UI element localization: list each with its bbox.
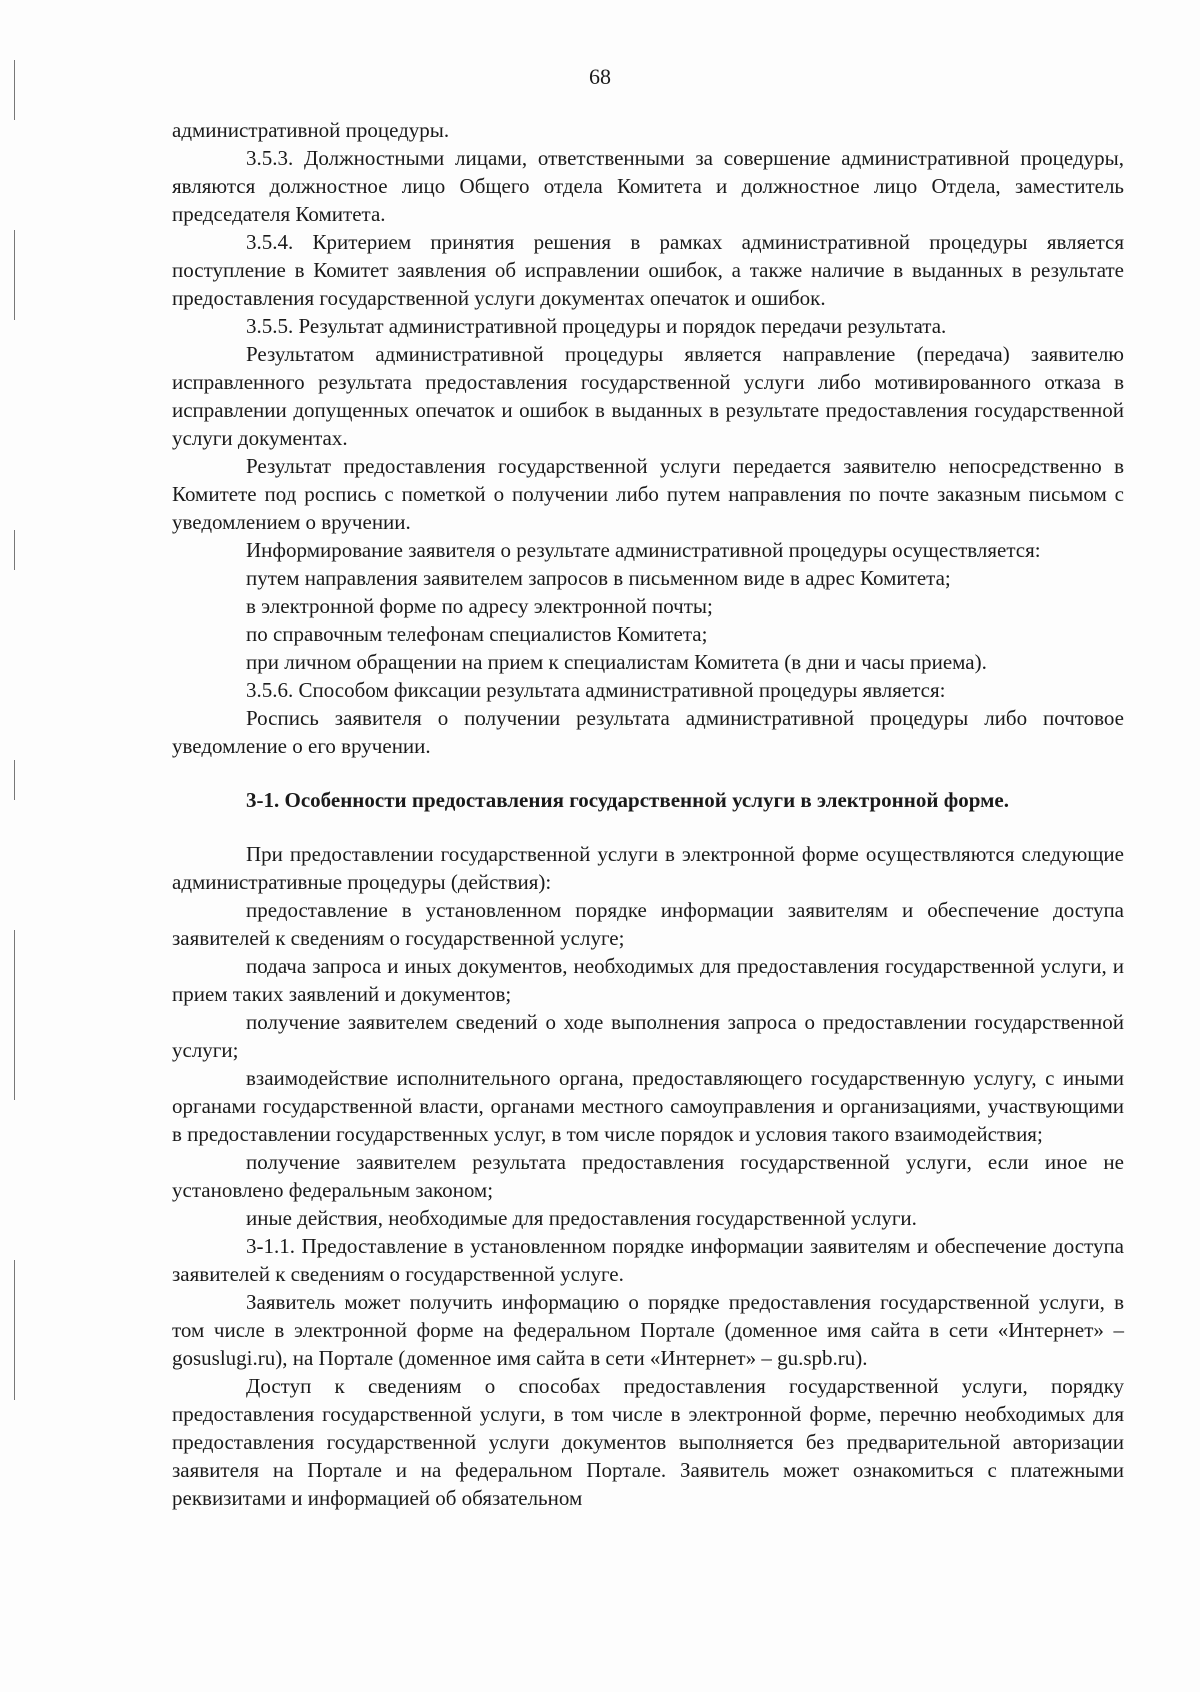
paragraph: Роспись заявителя о получении результата административной процедуры либо почтовое уведомление о его вручении. [172,706,1124,758]
paragraph: получение заявителем результата предоставления государственной услуги, если иное не установлено федеральным законом; [172,1150,1124,1202]
paragraph: административной процедуры. [172,118,450,142]
paragraph: путем направления заявителем запросов в письменном виде в адрес Комитета; [246,566,951,590]
paragraph: 3.5.6. Способом фиксации результата административной процедуры является: [246,678,946,702]
paragraph: Информирование заявителя о результате административной процедуры осуществляется: [246,538,1041,562]
section-heading: 3-1. Особенности предоставления государственной услуги в электронной форме. [246,788,1009,812]
paragraph-group-before [172,116,1124,760]
paragraph: Результат предоставления государственной услуги передается заявителю непосредственно в Комитете под роспись с пометкой о получении либо путем направления по почте заказным письмом с уведомлением о вручении. [172,454,1124,534]
paragraph: Доступ к сведениям о способах предоставления государственной услуги, порядку предоставления государственной услуги, в том числе в электронной форме, перечню необходимых для предоставления государственной услуги документов выполняется без предварительной авторизации заявителя на Портале и на федеральном Портале. Заявитель может ознакомиться с платежными реквизитами и информацией об обязательном [172,1374,1124,1510]
paragraph: Результатом административной процедуры является направление (передача) заявителю исправленного результата предоставления государственной услуги либо мотивированного отказа в исправлении допущенных опечаток и ошибок в выданных в результате предоставления государственной услуги документах. [172,342,1124,450]
scan-artifact-line [14,930,15,1100]
paragraph: 3.5.3. Должностными лицами, ответственными за совершение административной процедуры, являются должностное лицо Общего отдела Комитета и должностное лицо Отдела, заместитель председателя Комитета. [172,146,1124,226]
paragraph: взаимодействие исполнительного органа, предоставляющего государственную услугу, с иными органами государственной власти, органами местного самоуправления и организациями, участвующими в предоставлении государственных услуг, в том числе порядок и условия такого взаимодействия; [172,1066,1124,1146]
paragraph: При предоставлении государственной услуги в электронной форме осуществляются следующие административные процедуры (действия): [172,842,1124,894]
paragraph: иные действия, необходимые для предоставления государственной услуги. [246,1206,917,1230]
paragraph: предоставление в установленном порядке информации заявителям и обеспечение доступа заявителей к сведениям о государственной услуге; [172,898,1124,950]
paragraph: 3.5.4. Критерием принятия решения в рамках административной процедуры является поступление в Комитет заявления об исправлении ошибок, а также наличие в выданных в результате предоставления государственной услуги документах опечаток и ошибок. [172,230,1124,310]
page-number: 68 [589,64,611,89]
paragraph: подача запроса и иных документов, необходимых для предоставления государственной услуги, и прием таких заявлений и документов; [172,954,1124,1006]
paragraph: в электронной форме по адресу электронной почты; [246,594,713,618]
paragraph-group-after [172,840,1124,1512]
document-body [172,116,1124,1512]
scan-artifact-line [14,530,15,570]
paragraph: получение заявителем сведений о ходе выполнения запроса о предоставлении государственной услуги; [172,1010,1124,1062]
scan-artifact-line [14,1260,15,1400]
paragraph: 3.5.5. Результат административной процедуры и порядок передачи результата. [246,314,947,338]
paragraph: 3-1.1. Предоставление в установленном порядке информации заявителям и обеспечение доступа заявителей к сведениям о государственной услуге. [172,1234,1124,1286]
paragraph: при личном обращении на прием к специалистам Комитета (в дни и часы приема). [246,650,987,674]
paragraph: по справочным телефонам специалистов Комитета; [246,622,708,646]
scan-artifact-line [14,760,15,800]
paragraph: Заявитель может получить информацию о порядке предоставления государственной услуги, в том числе в электронной форме на федеральном Портале (доменное имя сайта в сети «Интернет» – gosuslugi.ru), на Портале (доменное имя сайта в сети «Интернет» – gu.spb.ru). [172,1290,1124,1370]
scan-artifact-line [14,230,15,320]
